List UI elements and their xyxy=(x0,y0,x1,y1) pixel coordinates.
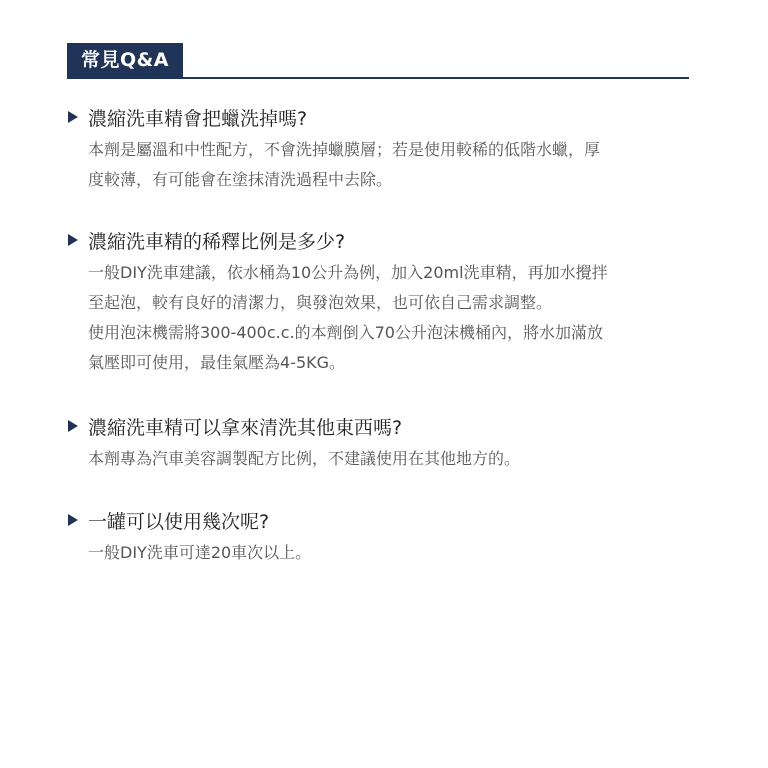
faq-question: 濃縮洗車精的稀釋比例是多少? xyxy=(88,230,346,253)
faq-title: 常見Q&A xyxy=(67,43,183,78)
triangle-bullet-icon xyxy=(68,111,78,123)
faq-answer xyxy=(88,538,708,568)
triangle-bullet-icon xyxy=(68,420,78,432)
faq-item-3 xyxy=(68,411,708,474)
triangle-bullet-icon xyxy=(68,514,78,526)
faq-question: 濃縮洗車精可以拿來清洗其他東西嗎? xyxy=(88,416,403,439)
header-divider xyxy=(67,77,689,79)
faq-item-1 xyxy=(68,102,708,195)
faq-item-2 xyxy=(68,225,708,378)
faq-question: 濃縮洗車精會把蠟洗掉嗎? xyxy=(88,107,308,130)
faq-header xyxy=(67,43,689,81)
faq-question: 一罐可以使用幾次呢? xyxy=(88,510,270,533)
faq-answer-line: 使用泡沫機需將300-400c.c.的本劑倒入70公升泡沫機桶內，將水加滿放 xyxy=(88,323,603,342)
faq-answer-line: 氣壓即可使用，最佳氣壓為4-5KG。 xyxy=(88,353,346,372)
faq-answer xyxy=(88,444,708,474)
faq-answer-line: 本劑是屬溫和中性配方，不會洗掉蠟膜層；若是使用較稀的低階水蠟，厚 xyxy=(88,140,601,159)
faq-item-4 xyxy=(68,505,708,568)
faq-question-row xyxy=(68,505,708,535)
faq-question-row xyxy=(68,225,708,255)
faq-answer-line: 至起泡，較有良好的清潔力，與發泡效果，也可依自己需求調整。 xyxy=(88,293,553,312)
faq-question-row xyxy=(68,102,708,132)
faq-answer-line: 本劑專為汽車美容調製配方比例，不建議使用在其他地方的。 xyxy=(88,449,521,468)
faq-question-row xyxy=(68,411,708,441)
faq-answer xyxy=(88,258,708,378)
faq-answer-line: 一般DIY洗車建議，依水桶為10公升為例，加入20ml洗車精，再加水攪拌 xyxy=(88,263,608,282)
faq-answer-line: 一般DIY洗車可達20車次以上。 xyxy=(88,543,312,562)
triangle-bullet-icon xyxy=(68,234,78,246)
faq-answer-line: 度較薄，有可能會在塗抹清洗過程中去除。 xyxy=(88,170,393,189)
faq-answer xyxy=(88,135,708,195)
